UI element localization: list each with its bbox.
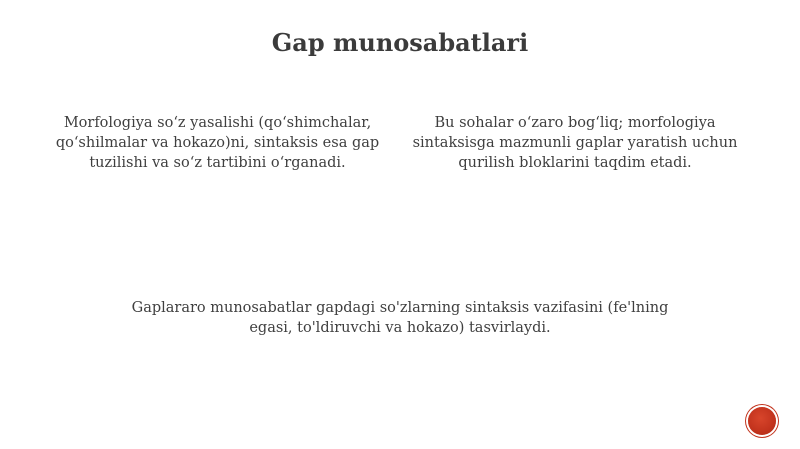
next-slide-button[interactable] [748,407,776,435]
slide-title: Gap munosabatlari [271,28,529,57]
paragraph-sentence-relations: Gaplararo munosabatlar gapdagi so'zlarning sintaksis vazifasini (fe'lning egasi, to'ldiruvchi va hokazo) tasvirlaydi. [131,300,669,336]
paragraph-morphology: Morfologiya so‘z yasalishi (qo‘shimchalar, qo‘shilmalar va hokazo)ni, sintaksis esa gap tuzilishi va so‘z tartibini o‘rganadi. [55,115,380,171]
paragraph-relation: Bu sohalar o‘zaro bog‘liq; morfologiya sintaksisga mazmunli gaplar yaratish uchun qurilish bloklarini taqdim etadi. [412,115,738,171]
